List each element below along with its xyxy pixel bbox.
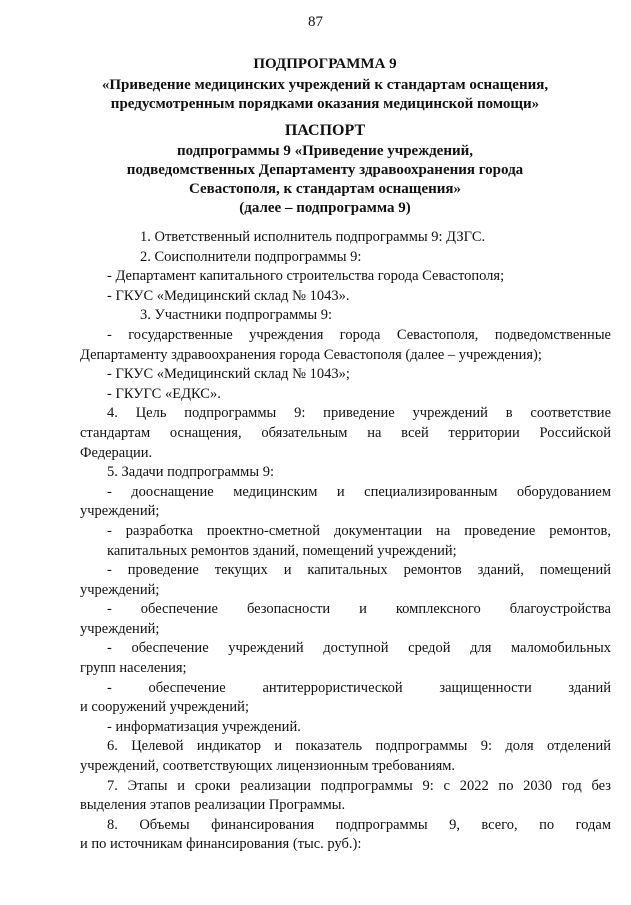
body-line: 4. Цель подпрограммы 9: приведение учреждений в соответствие <box>107 405 611 422</box>
body-line: - информатизация учреждений. <box>107 718 301 735</box>
passport-heading: ПАСПОРТ <box>284 122 366 139</box>
subprogram-subtitle <box>80 76 570 114</box>
body-line: - дооснащение медицинским и специализированным оборудованием <box>107 483 611 500</box>
body-line: стандартам оснащения, обязательным на всей территории Российской <box>80 424 611 441</box>
subprogram-title: ПОДПРОГРАММА 9 <box>253 56 397 72</box>
body-line: и сооружений учреждений; <box>80 699 249 716</box>
body-line: 7. Этапы и сроки реализации подпрограммы 9: с 2022 по 2030 год без <box>107 777 611 794</box>
body-line: - обеспечение антитеррористической защищенности зданий <box>107 679 611 696</box>
body-line: учреждений, соответствующих лицензионным требованиям. <box>80 758 456 775</box>
subprogram-subtitle-line-2: предусмотренным порядками оказания медицинской помощи» <box>110 96 540 112</box>
body-line: - проведение текущих и капитальных ремонтов зданий, помещений <box>107 562 611 579</box>
body-line: - ГКУГС «ЕДКС». <box>107 385 221 402</box>
body-line: капитальных ремонтов зданий, помещений учреждений; <box>107 542 457 559</box>
body-line: - обеспечение учреждений доступной средой для маломобильных <box>107 640 611 657</box>
body-line: Федерации. <box>80 444 153 461</box>
subprogram-subtitle-line-1: «Приведение медицинских учреждений к стандартам оснащения, <box>101 77 549 93</box>
body-line: - ГКУС «Медицинский склад № 1043»; <box>107 366 350 383</box>
body-line: Департаменту здравоохранения города Севастополя (далее – учреждения); <box>80 346 542 363</box>
passport-subtitle-line-3: Севастополя, к стандартам оснащения» <box>188 181 462 197</box>
body-line: - ГКУС «Медицинский склад № 1043». <box>107 287 350 304</box>
passport-subtitle-line-2: подведомственных Департаменту здравоохранения города <box>126 162 524 178</box>
body-line: 6. Целевой индикатор и показатель подпрограммы 9: доля отделений <box>107 738 611 755</box>
body-line: - обеспечение безопасности и комплексного благоустройства <box>107 601 611 618</box>
passport-body <box>80 228 611 855</box>
passport-subtitle-line-1: подпрограммы 9 «Приведение учреждений, <box>177 143 473 159</box>
body-line: учреждений; <box>80 620 160 637</box>
passport-subtitle <box>80 142 570 218</box>
body-line: 2. Соисполнители подпрограммы 9: <box>140 248 362 265</box>
body-line: 3. Участники подпрограммы 9: <box>140 307 333 324</box>
body-line: учреждений; <box>80 503 160 520</box>
body-line: учреждений; <box>80 581 160 598</box>
body-line: групп населения; <box>80 660 187 677</box>
body-line: - Департамент капитального строительства города Севастополя; <box>107 268 505 285</box>
body-line: 5. Задачи подпрограммы 9: <box>107 464 274 481</box>
body-line: - государственные учреждения города Севастополя, подведомственные <box>107 326 611 343</box>
body-line: 1. Ответственный исполнитель подпрограммы 9: ДЗГС. <box>140 229 486 245</box>
body-line: 8. Объемы финансирования подпрограммы 9, всего, по годам <box>107 816 611 833</box>
page-number: 87 <box>308 14 323 30</box>
passport-subtitle-line-4: (далее – подпрограмма 9) <box>239 200 411 216</box>
body-line: и по источникам финансирования (тыс. руб.): <box>80 836 362 853</box>
body-line: - разработка проектно-сметной документации на проведение ремонтов, <box>107 522 611 539</box>
body-line: выделения этапов реализации Программы. <box>80 797 346 814</box>
